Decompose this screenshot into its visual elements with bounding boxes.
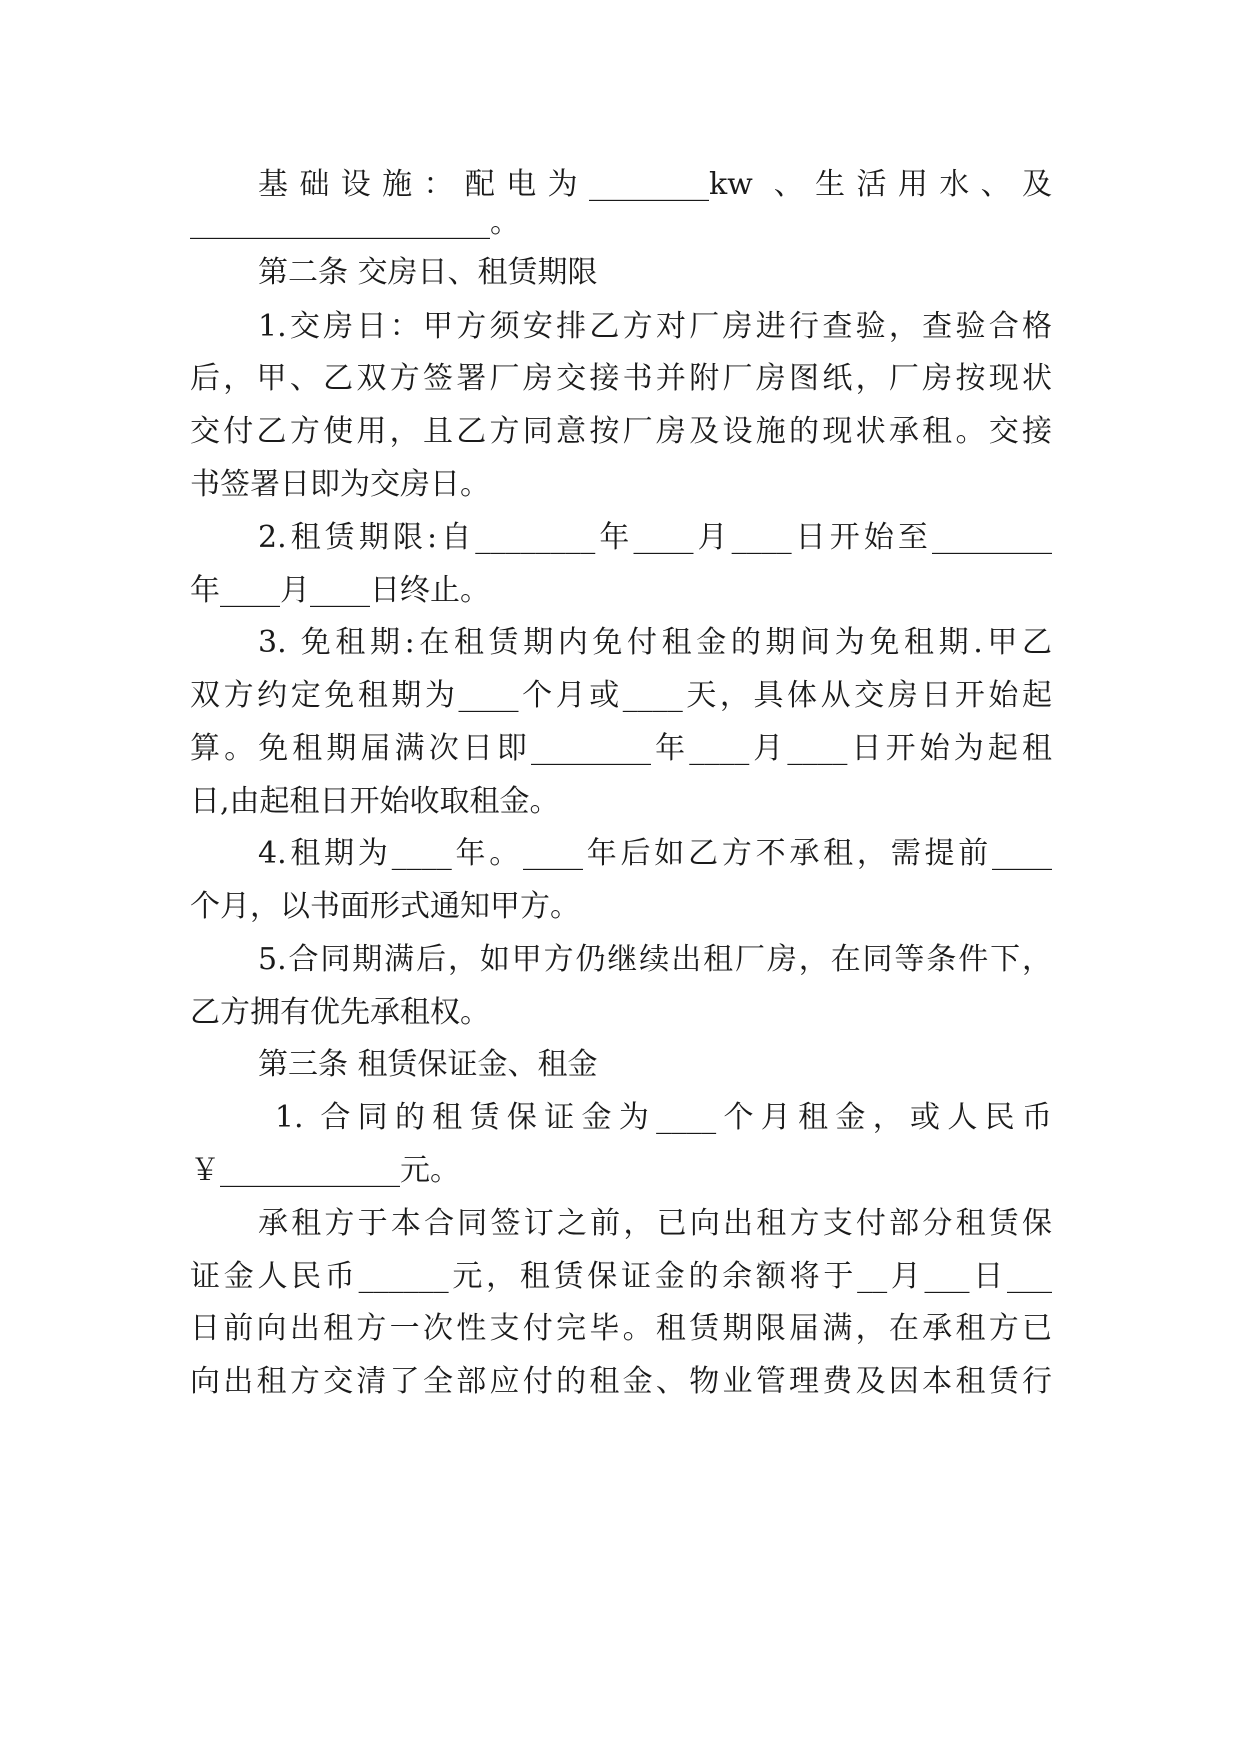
- text-line: 1. 合同的租赁保证金为____个月租金，或人民币: [258, 1100, 1052, 1135]
- text-line: 乙方拥有优先承租权。: [190, 995, 490, 1030]
- text-line: 算。免租期届满次日即________年____月____日开始为起租: [190, 731, 1052, 766]
- text-line: 承租方于本合同签订之前，已向出租方支付部分租赁保: [258, 1206, 1052, 1241]
- text-line: 个月，以书面形式通知甲方。: [190, 889, 580, 924]
- text-line: 2.租赁期限:自________年____月____日开始至________: [258, 520, 1052, 555]
- text-line: 交付乙方使用，且乙方同意按厂房及设施的现状承租。交接: [190, 414, 1052, 449]
- text-line: 基础设施：配电为________kw 、生活用水、及: [258, 167, 1052, 202]
- section-heading: 第二条 交房日、租赁期限: [258, 255, 598, 290]
- text-line: 5.合同期满后，如甲方仍继续出租厂房，在同等条件下，: [258, 942, 1052, 977]
- text-line: ____________________。: [190, 205, 520, 240]
- text-line: 日前向出租方一次性支付完毕。租赁期限届满，在承租方已: [190, 1311, 1052, 1346]
- text-line: ￥____________元。: [190, 1153, 460, 1188]
- text-line: 后，甲、乙双方签署厂房交接书并附厂房图纸，厂房按现状: [190, 361, 1052, 396]
- text-line: 书签署日即为交房日。: [190, 467, 490, 502]
- text-line: 1.交房日：甲方须安排乙方对厂房进行查验，查验合格: [258, 309, 1052, 344]
- text-line: 向出租方交清了全部应付的租金、物业管理费及因本租赁行: [190, 1364, 1052, 1399]
- section-heading: 第三条 租赁保证金、租金: [258, 1047, 598, 1082]
- text-line: 4.租期为____年。____年后如乙方不承租，需提前____: [258, 836, 1052, 871]
- text-line: 证金人民币______元，租赁保证金的余额将于__月___日___: [190, 1259, 1052, 1294]
- text-line: 年____月____日终止。: [190, 573, 490, 608]
- text-line: 3. 免租期:在租赁期内免付租金的期间为免租期.甲乙: [258, 625, 1052, 660]
- text-line: 日,由起租日开始收取租金。: [190, 784, 560, 819]
- text-line: 双方约定免租期为____个月或____天，具体从交房日开始起: [190, 678, 1052, 713]
